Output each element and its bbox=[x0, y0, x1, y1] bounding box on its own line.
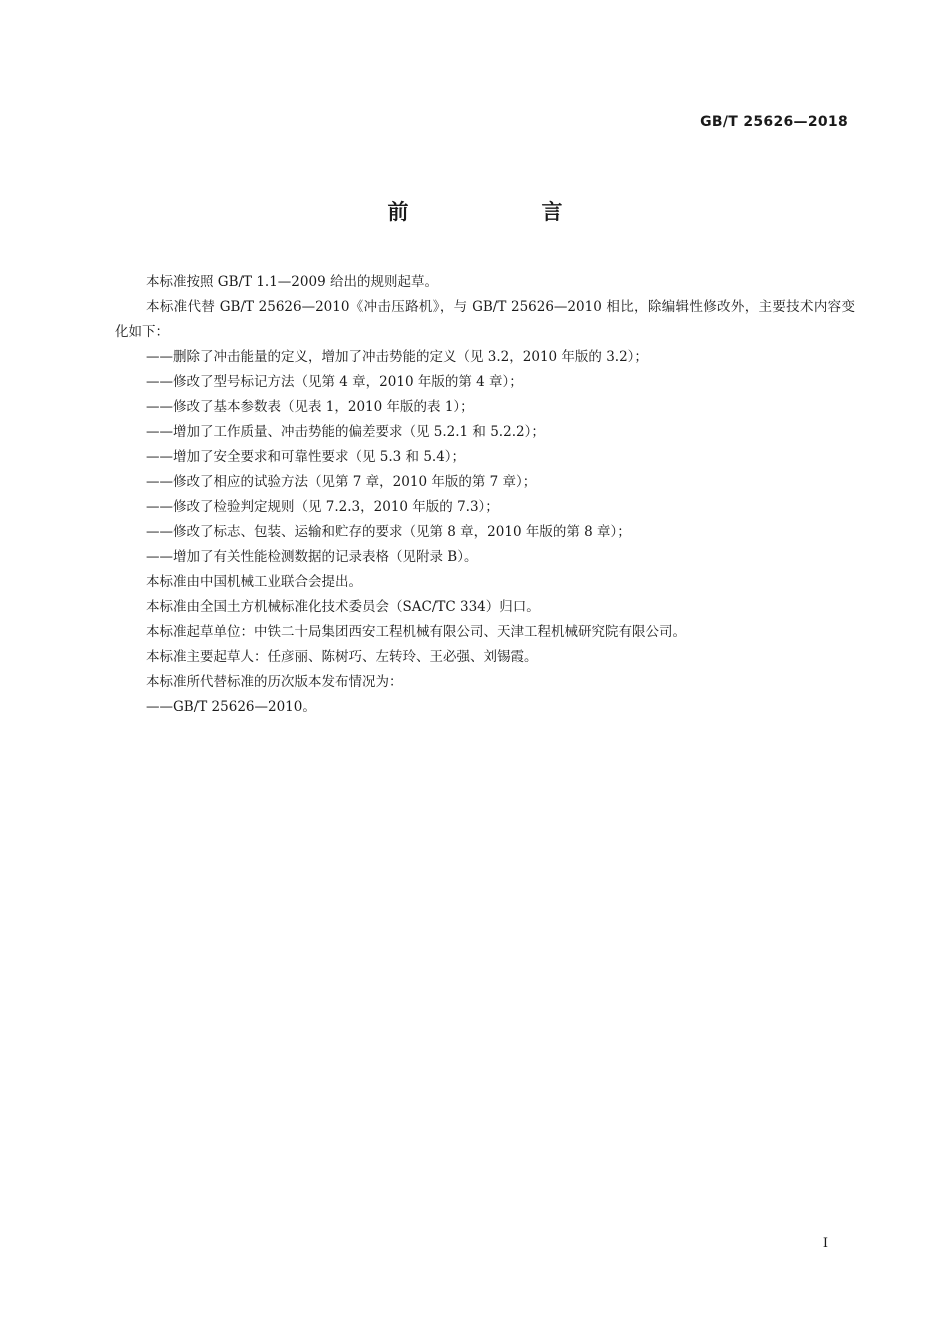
paragraph-previous-editions: 本标准所代替标准的历次版本发布情况为： bbox=[146, 674, 403, 690]
change-item: ——修改了检验判定规则（见 7.2.3，2010 年版的 7.3）； bbox=[146, 499, 499, 515]
change-item: ——增加了工作质量、冲击势能的偏差要求（见 5.2.1 和 5.2.2）； bbox=[146, 424, 545, 440]
change-item: ——修改了标志、包装、运输和贮存的要求（见第 8 章，2010 年版的第 8 章）； bbox=[146, 524, 631, 540]
change-item: ——删除了冲击能量的定义，增加了冲击势能的定义（见 3.2，2010 年版的 3.2）； bbox=[146, 349, 648, 365]
paragraph-replacement-note: 本标准代替 GB/T 25626—2010《冲击压路机》，与 GB/T 25626—2010 相比，除编辑性修改外，主要技术内容变化如下： bbox=[115, 299, 855, 340]
change-item: ——增加了有关性能检测数据的记录表格（见附录 B）。 bbox=[146, 549, 478, 565]
paragraph-drafters: 本标准主要起草人：任彦丽、陈树巧、左转玲、王必强、刘锡霞。 bbox=[146, 649, 538, 665]
page-title: 前 言 bbox=[387, 200, 619, 224]
foreword-body bbox=[115, 270, 855, 720]
page-number: I bbox=[822, 1236, 828, 1251]
document-code: GB/T 25626—2018 bbox=[700, 114, 848, 130]
paragraph-drafting-rules: 本标准按照 GB/T 1.1—2009 给出的规则起草。 bbox=[146, 274, 438, 290]
paragraph-drafting-units: 本标准起草单位：中铁二十局集团西安工程机械有限公司、天津工程机械研究院有限公司。 bbox=[146, 624, 686, 640]
change-item: ——修改了基本参数表（见表 1，2010 年版的表 1）； bbox=[146, 399, 474, 415]
paragraph-proposer: 本标准由中国机械工业联合会提出。 bbox=[146, 574, 362, 590]
change-item: ——增加了安全要求和可靠性要求（见 5.3 和 5.4）； bbox=[146, 449, 466, 465]
previous-edition-item: ——GB/T 25626—2010。 bbox=[146, 699, 316, 715]
change-item: ——修改了型号标记方法（见第 4 章，2010 年版的第 4 章）； bbox=[146, 374, 523, 390]
paragraph-committee: 本标准由全国土方机械标准化技术委员会（SAC/TC 334）归口。 bbox=[146, 599, 540, 615]
change-item: ——修改了相应的试验方法（见第 7 章，2010 年版的第 7 章）； bbox=[146, 474, 537, 490]
